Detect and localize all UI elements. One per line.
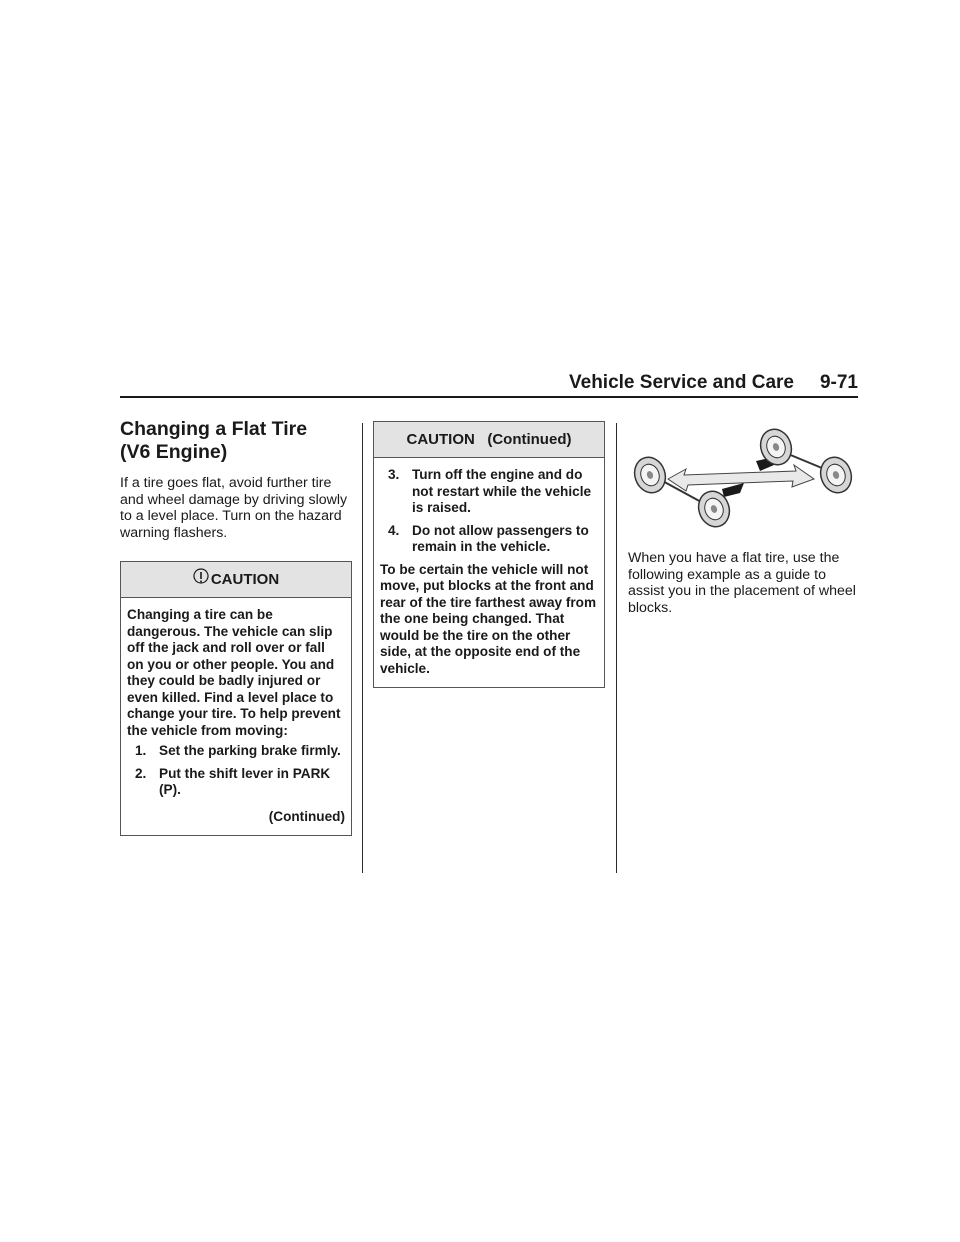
heading-line-2: (V6 Engine) [120, 441, 228, 463]
column-divider [616, 423, 617, 873]
section-heading [120, 418, 352, 464]
wheel-block-placement-illustration [626, 421, 858, 543]
column-2 [373, 421, 605, 688]
header-text [569, 372, 858, 394]
caution-header [374, 422, 604, 458]
caution-text: Changing a tire can be dangerous. The vehicle can slip off the jack and roll over or fall on you or other people. You and they could be badly injured or even killed. Find a level place to change your tire. To help prevent the vehicle from moving: [127, 607, 341, 738]
column-1 [120, 418, 352, 836]
step-item [127, 743, 345, 760]
caution-text: To be certain the vehicle will not move, put blocks at the front and rear of the tire farthest away from the one being changed. That would be the tire on the other side, at the opposite end of the vehicle. [380, 561, 597, 676]
step-item [380, 467, 598, 517]
step-number: 2. [135, 765, 147, 781]
caution-steps [127, 743, 345, 799]
column-3 [628, 421, 860, 616]
caution-body [121, 598, 351, 835]
page-number: 9-71 [819, 372, 858, 393]
caution-box [120, 561, 352, 836]
page-header [120, 372, 858, 398]
caution-title: CAUTION (Continued) [406, 431, 572, 448]
continued-label: (Continued) [268, 808, 345, 824]
step-text: Set the parking brake firmly. [159, 743, 341, 759]
column-divider [362, 423, 363, 873]
step-number: 4. [388, 522, 400, 538]
step-text: Turn off the engine and do not restart while the vehicle is raised. [412, 467, 592, 515]
step-text: Do not allow passengers to remain in the vehicle. [412, 522, 589, 554]
caution-body [374, 458, 604, 687]
caution-title: CAUTION [210, 571, 280, 589]
intro-paragraph: If a tire goes flat, avoid further tire and wheel damage by driving slowly to a level place. Turn on the hazard warning flashers. [120, 475, 348, 541]
caution-steps [380, 467, 598, 556]
caution-box-continued [373, 421, 605, 688]
heading-line-1: Changing a Flat Tire [120, 418, 308, 440]
warning-icon [193, 568, 209, 586]
caution-header [121, 562, 351, 598]
step-number: 1. [135, 743, 147, 759]
step-item [380, 523, 598, 556]
step-number: 3. [388, 467, 400, 482]
step-text: Put the shift lever in PARK (P). [159, 765, 331, 798]
section-title: Vehicle Service and Care [569, 372, 794, 393]
diagram-caption: When you have a flat tire, use the following example as a guide to assist you in the placement of wheel blocks. [628, 550, 856, 616]
step-item [127, 766, 345, 799]
